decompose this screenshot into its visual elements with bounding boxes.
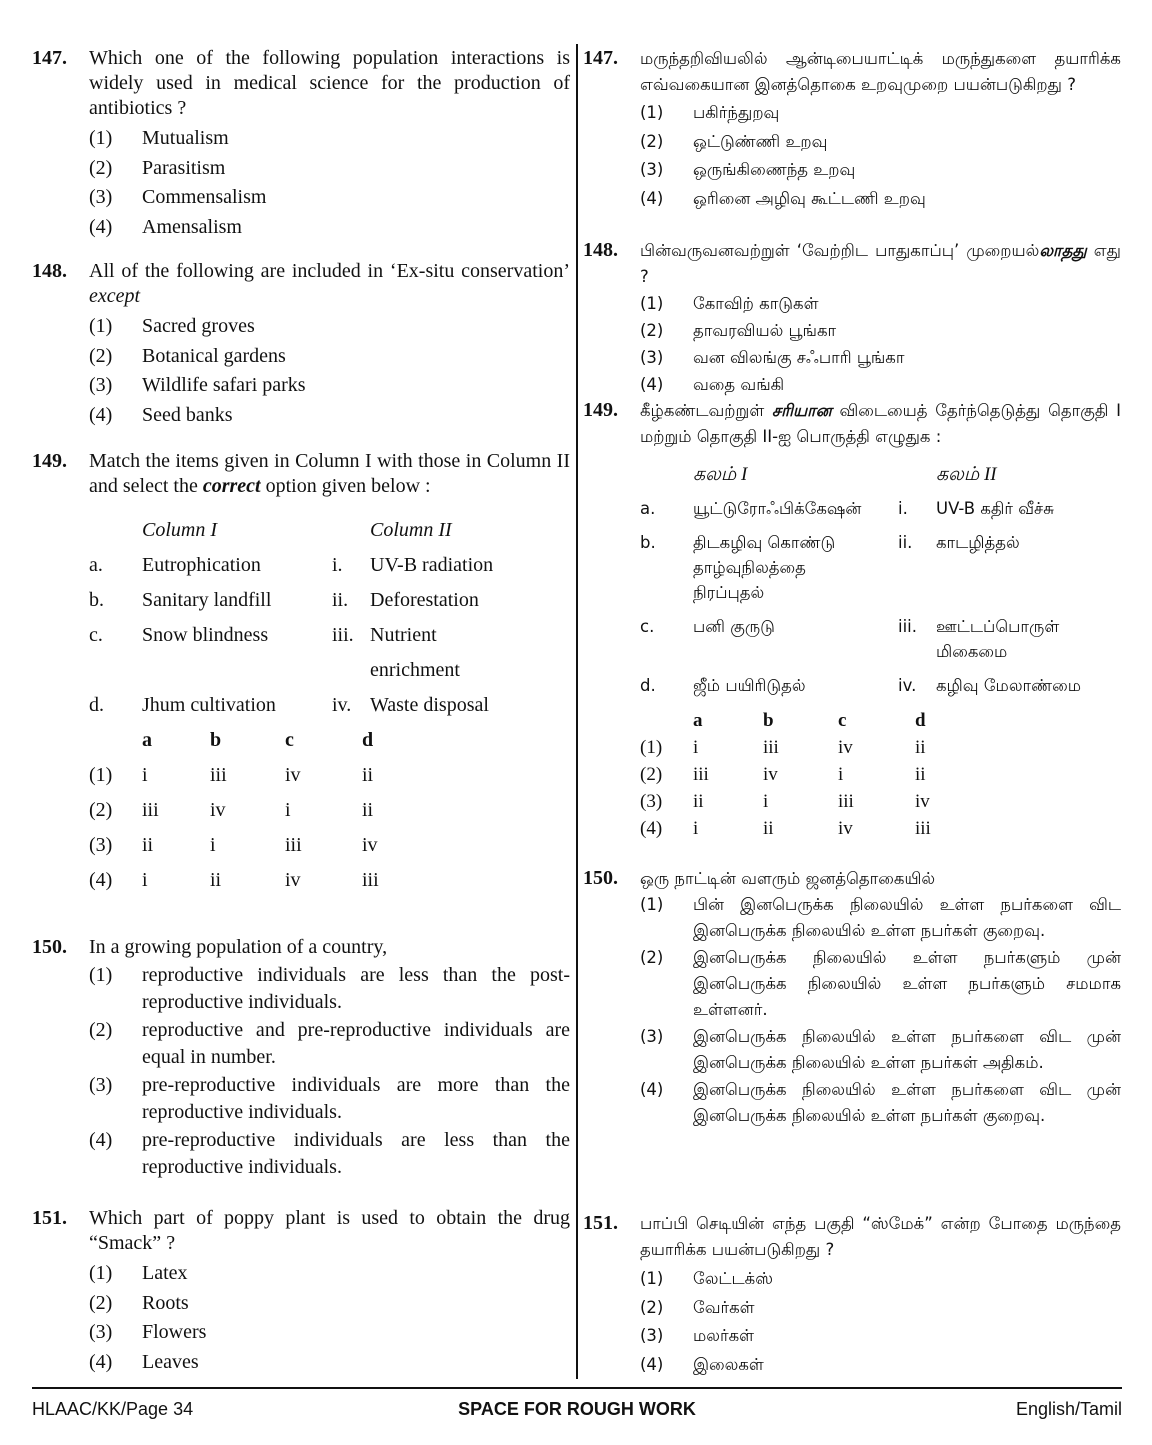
option: (4) வதை வங்கி (640, 375, 785, 394)
question-number: 147. (32, 47, 67, 69)
question-150-ta (583, 866, 1121, 1130)
option: (3) ஒருங்கிணைந்த உறவு (640, 160, 856, 179)
option: (4) இலைகள் (640, 1354, 764, 1374)
match-row: b. திடகழிவு கொண்டு தாழ்வுநிலத்தை நிரப்புதல் ii. காடழித்தல் (640, 533, 1020, 602)
option: (3) pre-reproductive individuals are more than the reproductive individuals. (89, 1074, 570, 1123)
option: (2) இனபெருக்க நிலையில் உள்ள நபர்களும் முன் இனபெருக்க நிலையில் உள்ள நபர்களும் சமமாக உள்ளனர். (640, 948, 1121, 1019)
question-150-en (32, 935, 570, 1182)
rough-work-label: SPACE FOR ROUGH WORK (458, 1399, 696, 1419)
question-148-en (32, 259, 570, 430)
match-row: a. யூட்டுரோஃபிக்கேஷன் i. UV-B கதிர் வீச்சு (640, 499, 1054, 518)
option: (2) reproductive and pre-reproductive individuals are equal in number. (89, 1019, 570, 1068)
question-text: In a growing population of a country, (89, 936, 388, 958)
match-table-header: Column I Column II (142, 519, 452, 541)
question-147-ta (583, 46, 1121, 213)
question-text: Which part of poppy plant is used to obtain the drug “Smack” ? (89, 1207, 570, 1254)
match-row: d. Jhum cultivation iv. Waste disposal (89, 694, 489, 716)
option: (3) வன விலங்கு சஃபாரி பூங்கா (640, 348, 905, 367)
question-149-ta (583, 398, 1121, 842)
question-number: 148. (32, 260, 67, 282)
question-text: பின்வருவனவற்றுள் ‘வேற்றிட பாதுகாப்பு’ முறையல்லாதது எது ? (640, 241, 1121, 286)
question-number: 149. (32, 450, 67, 472)
option: (2) ஒட்டுண்ணி உறவு (640, 131, 828, 151)
option: (1) லேட்டக்ஸ் (640, 1269, 773, 1288)
option: (2) Botanical gardens (89, 344, 286, 367)
question-text: பாப்பி செடியின் எந்த பகுதி “ஸ்மேக்” என்ற போதை மருந்தை தயாரிக்க பயன்படுகிறது ? (640, 1214, 1121, 1259)
question-text: Which one of the following population interactions is widely used in medical science for the production of antibiotics ? (89, 47, 570, 119)
option: (3) Wildlife safari parks (89, 374, 306, 396)
option: (4) Seed banks (89, 403, 233, 426)
answer-grid-header: a b c d (693, 710, 926, 731)
option: (4) pre-reproductive individuals are less than the reproductive individuals. (89, 1129, 570, 1178)
option: (3) இனபெருக்க நிலையில் உள்ள நபர்களை விட முன் இனபெருக்க நிலையில் உள்ள நபர்கள் அதிகம். (640, 1027, 1121, 1072)
answer-option: (3) ii i iii iv (89, 834, 378, 856)
match-row: b. Sanitary landfill ii. Deforestation (89, 589, 479, 611)
question-number: 150. (583, 867, 618, 889)
match-row: d. ஜீம் பயிரிடுதல் iv. கழிவு மேலாண்மை (640, 676, 1082, 695)
page-code: HLAAC/KK/Page 34 (32, 1399, 194, 1419)
column-divider (576, 44, 578, 1379)
question-147-en (32, 46, 570, 242)
question-151-en (32, 1206, 570, 1377)
page-footer (32, 1387, 1122, 1429)
answer-grid (640, 707, 1121, 842)
option: (1) பகிர்ந்துறவு (640, 103, 780, 122)
answer-option: (1) i iii iv ii (89, 764, 374, 786)
language-label: English/Tamil (1015, 1399, 1122, 1419)
question-text: All of the following are included in ‘Ex-situ conservation’ except (89, 260, 570, 307)
match-row: a. Eutrophication i. UV-B radiation (89, 554, 494, 576)
match-table (640, 462, 1121, 698)
option: (4) Amensalism (89, 215, 242, 238)
answer-option: (4) i ii iv iii (89, 869, 379, 891)
answer-option: (3) ii i iii iv (640, 791, 930, 812)
match-row: c. பனி குருடு iii. ஊட்டப்பொருள் மிகைமை (640, 617, 1060, 661)
option: (1) reproductive individuals are less than the post-reproductive individuals. (89, 964, 570, 1013)
question-number: 150. (32, 936, 67, 958)
option: (1) Latex (89, 1262, 188, 1284)
match-row: c. Snow blindness iii. Nutrient (89, 624, 437, 646)
option: (2) Roots (89, 1291, 189, 1314)
question-text: ஒரு நாட்டின் வளரும் ஜனத்தொகையில் (640, 869, 936, 888)
option: (1) கோவிற் காடுகள் (640, 294, 819, 313)
answer-option: (4) i ii iv iii (640, 818, 931, 839)
option: (2) Parasitism (89, 156, 226, 179)
match-table-header: கலம் I கலம் II (693, 464, 997, 485)
option: (3) மலர்கள் (640, 1326, 755, 1345)
question-text: கீழ்கண்டவற்றுள் சரியான விடையைத் தேர்ந்தெடுத்து தொகுதி I மற்றும் தொகுதி II-ஐ பொருத்தி எழுதுக : (640, 401, 1121, 446)
match-table (89, 513, 570, 723)
match-row: enrichment (370, 659, 460, 681)
answer-grid (89, 723, 570, 898)
question-number: 148. (583, 239, 618, 261)
answer-option: (2) iii iv i ii (89, 799, 374, 821)
question-text: மருந்தறிவியலில் ஆன்டிபையாட்டிக் மருந்துகளை தயாரிக்க எவ்வகையான இனத்தொகை உறவுமுறை பயன்படுகிறது ? (640, 49, 1121, 94)
option: (3) Flowers (89, 1321, 207, 1343)
option: (3) Commensalism (89, 186, 267, 208)
option: (1) Sacred groves (89, 315, 255, 337)
option: (4) ஒரினை அழிவு கூட்டணி உறவு (640, 188, 926, 208)
question-149-en (32, 449, 570, 898)
answer-grid-header: a b c d (142, 729, 374, 751)
option: (2) வேர்கள் (640, 1297, 755, 1317)
question-number: 151. (583, 1212, 618, 1234)
option: (4) Leaves (89, 1350, 199, 1373)
question-number: 151. (32, 1207, 67, 1229)
answer-option: (2) iii iv i ii (640, 764, 926, 785)
question-148-ta (583, 238, 1121, 398)
question-151-ta (583, 1211, 1121, 1379)
question-number: 149. (583, 399, 618, 421)
option: (1) பின் இனபெருக்க நிலையில் உள்ள நபர்களை விட இனபெருக்க நிலையில் உள்ள நபர்கள் குறைவு. (640, 895, 1121, 940)
question-text: Match the items given in Column I with those in Column II and select the correct option given below : (89, 450, 570, 497)
option: (1) Mutualism (89, 127, 229, 149)
option: (4) இனபெருக்க நிலையில் உள்ள நபர்களை விட முன் இனபெருக்க நிலையில் உள்ள நபர்கள் குறைவு. (640, 1080, 1121, 1125)
answer-option: (1) i iii iv ii (640, 737, 926, 758)
option: (2) தாவரவியல் பூங்கா (640, 321, 837, 340)
question-number: 147. (583, 47, 618, 69)
